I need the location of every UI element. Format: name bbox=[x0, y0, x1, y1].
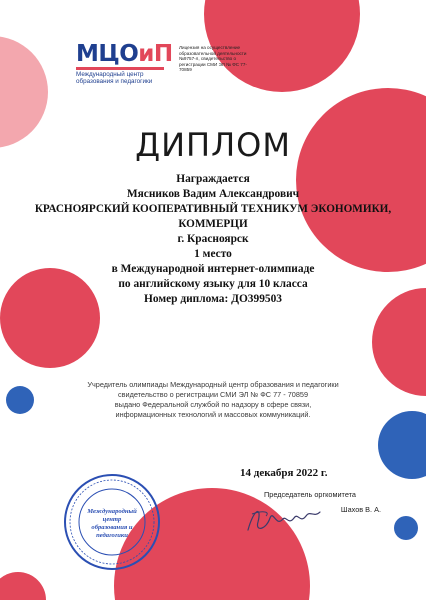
document-title: ДИПЛОМ bbox=[135, 126, 291, 164]
stamp-line-4: педагогики bbox=[96, 532, 128, 539]
event-line-1: в Международной интернет-олимпиаде bbox=[111, 263, 315, 275]
founder-note bbox=[40, 380, 386, 420]
founder-note-line-1: Учредитель олимпиады Международный центр образования и педагогики bbox=[87, 380, 339, 389]
award-block bbox=[18, 172, 408, 307]
founder-note-line-2: свидетельство о регистрации СМИ ЭЛ № ФС 77 - 70859 bbox=[117, 390, 309, 399]
recipient-name: Мясников Вадим Александрович bbox=[126, 188, 300, 200]
left-blue-dot bbox=[6, 386, 34, 414]
issue-date: 14 декабря 2022 г. bbox=[240, 467, 328, 479]
organization-logo bbox=[72, 40, 322, 90]
logo-underline bbox=[76, 67, 164, 70]
logo-mark-main: МЦО bbox=[76, 41, 139, 67]
recipient-organization: КРАСНОЯРСКИЙ КООПЕРАТИВНЫЙ ТЕХНИКУМ ЭКОНОМИКИ, КОММЕРЦИ bbox=[34, 203, 392, 230]
right-small-blue-dot bbox=[394, 516, 418, 540]
diploma-number: Номер диплома: ДО399503 bbox=[144, 293, 282, 305]
founder-note-line-3: выдано Федеральной службой по надзору в сфере связи, bbox=[114, 400, 312, 409]
license-text: Лицензия на осуществление образовательной деятельности №9757-л, свидетельство о регистрации СМИ ЭЛ № ФС 77-70859 bbox=[179, 45, 247, 73]
founder-note-line-4: информационных технологий и массовых коммуникаций. bbox=[115, 410, 311, 419]
stamp-line-3: образования и bbox=[91, 524, 133, 531]
chair-title: Председатель оргкомитета bbox=[264, 490, 356, 499]
chair-name: Шахов В. А. bbox=[340, 505, 381, 514]
chair-signature bbox=[240, 500, 330, 540]
award-place: 1 место bbox=[194, 248, 232, 260]
bottom-left-red-circle bbox=[0, 572, 46, 600]
stamp-text bbox=[72, 508, 152, 540]
logo-mark bbox=[76, 42, 173, 66]
recipient-city: г. Красноярск bbox=[177, 233, 249, 245]
stamp-line-2: центр bbox=[102, 516, 122, 523]
event-line-2: по английскому языку для 10 класса bbox=[118, 278, 308, 290]
stamp-line-1: Международный bbox=[87, 508, 137, 515]
awarded-label: Награждается bbox=[176, 173, 250, 185]
logo-mark-accent: иП bbox=[138, 41, 173, 67]
logo-subtitle: Международный центр образования и педагогики bbox=[76, 71, 153, 85]
